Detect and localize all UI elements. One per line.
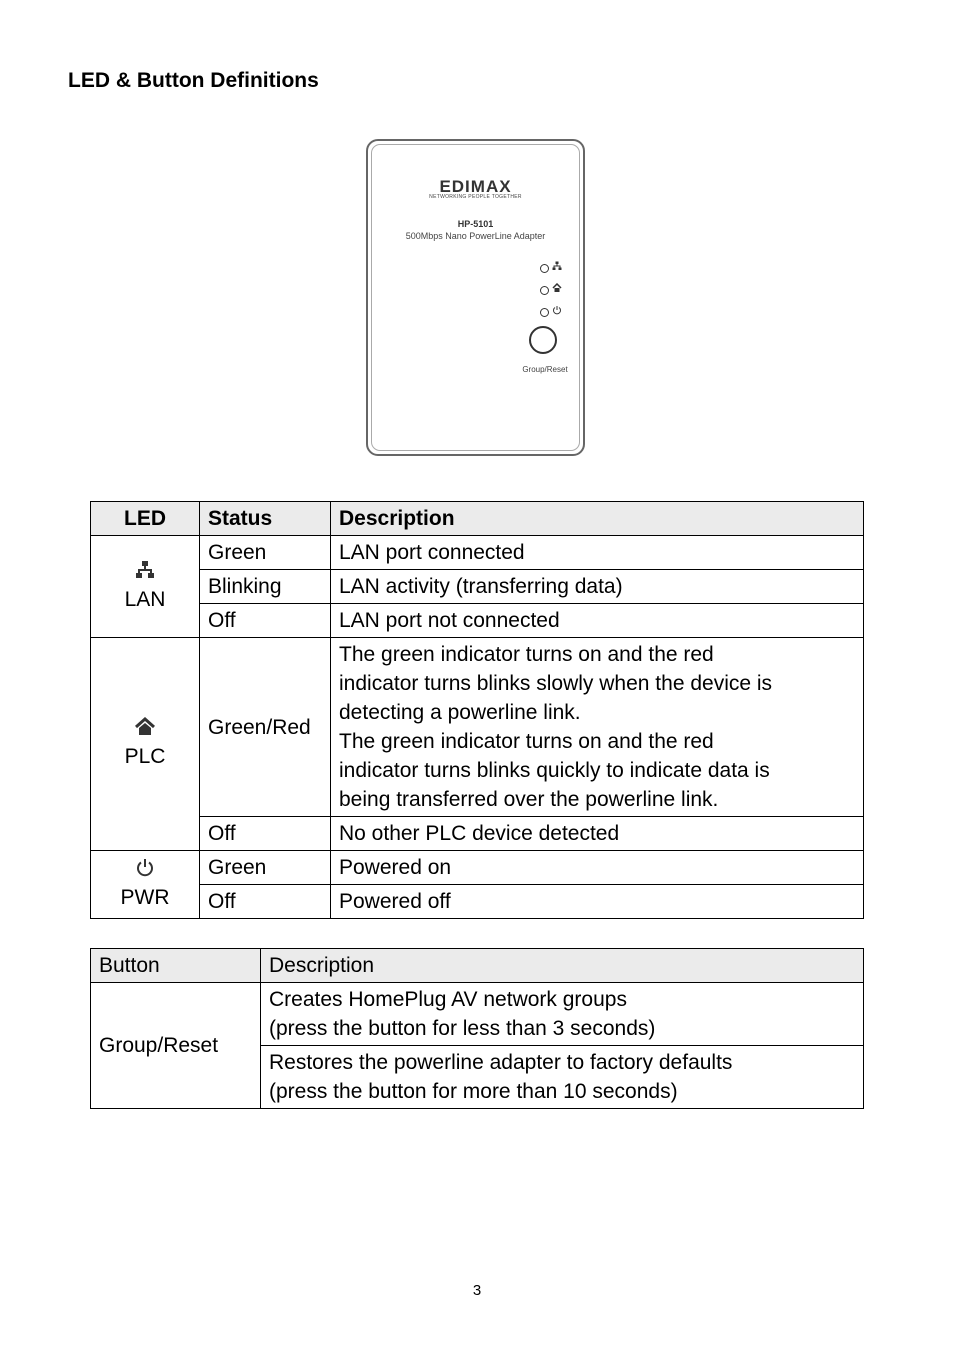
description-cell: LAN port not connected — [331, 604, 864, 638]
led-indicator — [540, 264, 549, 273]
table-row — [91, 851, 864, 885]
status-cell: Green — [200, 536, 331, 570]
led-indicator — [540, 308, 549, 317]
power-icon — [552, 305, 562, 319]
description-line: detecting a powerline link. — [339, 701, 581, 724]
led-label: PLC — [124, 745, 166, 768]
device-led-pwr — [540, 307, 570, 319]
page-number: 3 — [472, 1282, 482, 1299]
description-cell: Powered on — [331, 851, 864, 885]
led-label: PWR — [120, 885, 170, 909]
status-cell: Green/Red — [200, 638, 331, 817]
device-led-plc — [540, 285, 570, 297]
description-cell — [261, 983, 864, 1046]
header-status: Status — [200, 502, 331, 536]
page-title: LED & Button Definitions — [68, 69, 319, 92]
device-illustration — [366, 139, 585, 456]
description-cell — [331, 638, 864, 817]
description-line: (press the button for less than 3 seconds) — [269, 1017, 656, 1040]
description-line: indicator turns blinks slowly when the device is — [339, 672, 773, 695]
description-line: The green indicator turns on and the red — [339, 643, 714, 666]
description-line: The green indicator turns on and the red — [339, 730, 714, 753]
led-plc-cell — [91, 638, 200, 851]
led-pwr-cell — [91, 851, 200, 919]
description-cell: Powered off — [331, 885, 864, 919]
led-lan-cell — [91, 536, 200, 638]
device-model-description: 500Mbps Nano PowerLine Adapter — [405, 231, 546, 241]
led-indicator — [540, 286, 549, 295]
description-line: (press the button for more than 10 seconds) — [269, 1080, 678, 1103]
description-line: being transferred over the powerline link. — [339, 788, 719, 811]
table-row — [91, 570, 864, 604]
group-reset-label: Group/Reset — [522, 365, 568, 374]
led-label: LAN — [124, 587, 166, 611]
led-definitions-table — [90, 501, 864, 919]
table-row — [91, 638, 864, 817]
brand-logo: EDIMAX — [439, 177, 512, 196]
lan-icon — [99, 560, 191, 585]
status-cell: Off — [200, 604, 331, 638]
description-line: Creates HomePlug AV network groups — [269, 988, 627, 1011]
button-name-cell: Group/Reset — [91, 983, 261, 1109]
header-description: Description — [261, 949, 864, 983]
table-header-row — [91, 949, 864, 983]
home-icon — [99, 717, 191, 742]
plc-home-icon — [552, 283, 562, 297]
table-row — [91, 817, 864, 851]
device-led-lan — [540, 263, 570, 275]
table-row — [91, 983, 864, 1046]
device-face — [371, 144, 580, 451]
description-line: indicator turns blinks quickly to indicate data is — [339, 759, 770, 782]
header-description: Description — [331, 502, 864, 536]
status-cell: Off — [200, 817, 331, 851]
device-model: HP-5101 — [457, 219, 494, 229]
table-row — [91, 604, 864, 638]
description-cell: No other PLC device detected — [331, 817, 864, 851]
description-cell — [261, 1046, 864, 1109]
description-line: Restores the powerline adapter to factory defaults — [269, 1051, 733, 1074]
description-cell: LAN activity (transferring data) — [331, 570, 864, 604]
header-led: LED — [91, 502, 200, 536]
table-row — [91, 885, 864, 919]
group-reset-button — [529, 326, 557, 354]
status-cell: Green — [200, 851, 331, 885]
power-icon — [99, 858, 191, 883]
table-header-row — [91, 502, 864, 536]
header-button: Button — [91, 949, 261, 983]
description-cell: LAN port connected — [331, 536, 864, 570]
table-row — [91, 536, 864, 570]
status-cell: Off — [200, 885, 331, 919]
lan-icon — [552, 261, 562, 275]
brand-tagline: NETWORKING PEOPLE TOGETHER — [429, 194, 522, 200]
status-cell: Blinking — [200, 570, 331, 604]
button-definitions-table — [90, 948, 864, 1109]
